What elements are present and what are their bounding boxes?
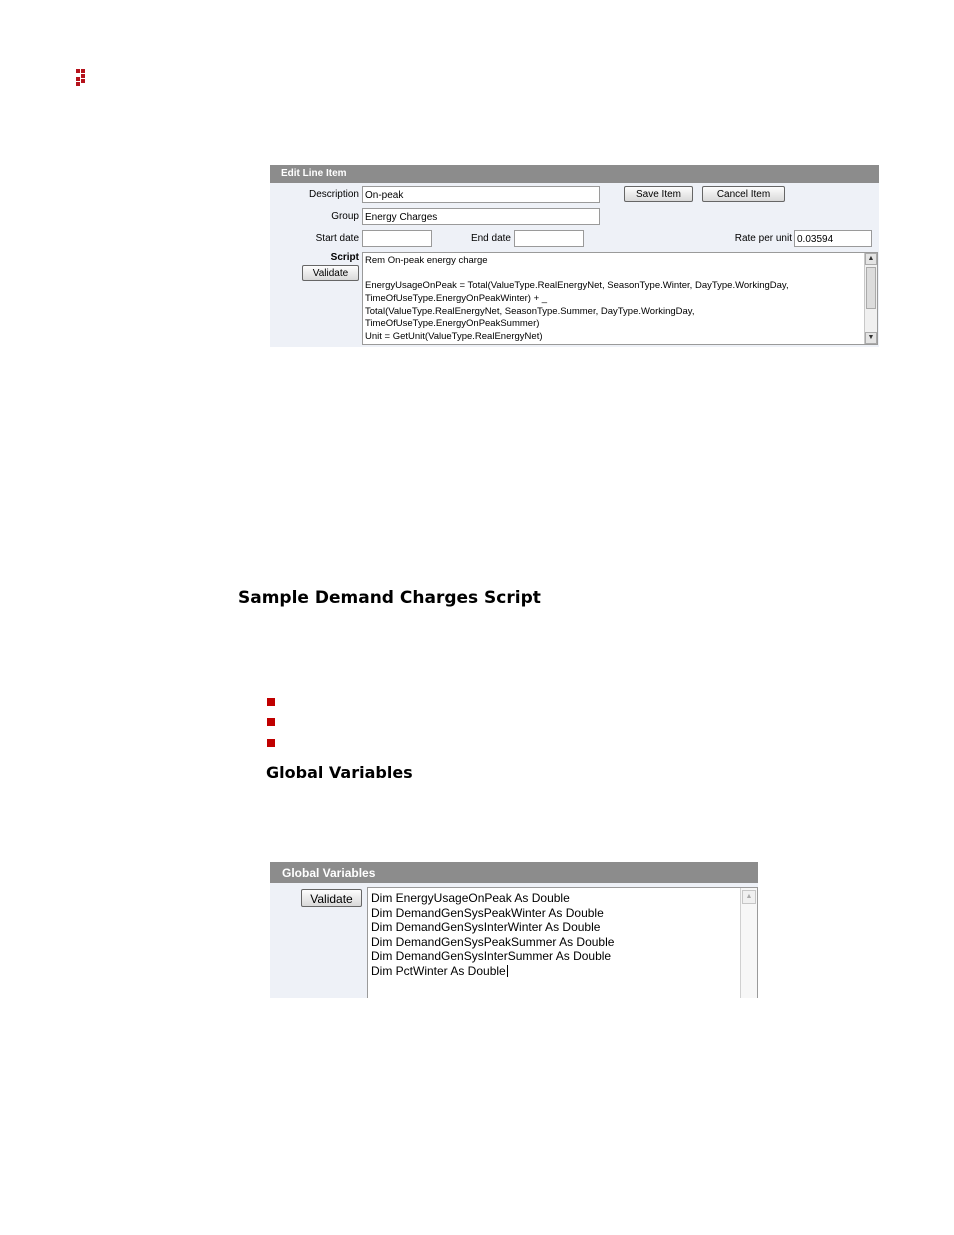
variable-line: Dim DemandGenSysInterSummer As Double	[371, 949, 612, 964]
variable-line: Dim PctWinter As Double	[371, 963, 506, 978]
script-scrollbar[interactable]	[864, 253, 877, 344]
brand-logo-icon	[76, 69, 90, 86]
end-date-label: End date	[470, 233, 511, 244]
scroll-thumb[interactable]	[866, 267, 876, 309]
global-variables-textarea[interactable]	[367, 887, 758, 998]
script-label: Script	[330, 252, 359, 263]
rate-per-unit-label: Rate per unit	[734, 233, 792, 244]
end-date-input[interactable]	[514, 230, 584, 247]
script-line	[365, 268, 861, 281]
variable-line: Dim EnergyUsageOnPeak As Double	[371, 891, 570, 905]
variable-line: Dim DemandGenSysPeakWinter As Double	[371, 905, 604, 920]
bullet-icon	[267, 739, 275, 747]
script-line: Total(ValueType.RealEnergyNet, SeasonType.Summer, DayType.WorkingDay,	[365, 305, 695, 317]
validate-script-button[interactable]: Validate	[302, 265, 359, 281]
panel-title: Edit Line Item	[281, 168, 347, 179]
bullet-icon	[267, 718, 275, 726]
script-line: Unit = GetUnit(ValueType.RealEnergyNet)	[365, 331, 543, 343]
script-text	[365, 255, 861, 344]
variable-line: Dim DemandGenSysPeakSummer As Double	[371, 934, 615, 949]
script-line: TimeOfUseType.EnergyOnPeakWinter) + _	[365, 293, 548, 305]
text-caret-icon	[507, 965, 508, 977]
bullet-icon	[267, 698, 275, 706]
scroll-up-icon[interactable]: ▲	[742, 890, 756, 904]
scroll-up-icon[interactable]: ▲	[865, 253, 877, 265]
script-line: EnergyUsageOnPeak = Total(ValueType.RealEnergyNet, SeasonType.Winter, DayType.WorkingDay,	[365, 280, 789, 292]
rate-per-unit-input[interactable]: 0.03594	[794, 230, 872, 247]
group-label: Group	[331, 211, 359, 222]
scroll-down-icon[interactable]: ▼	[865, 332, 877, 344]
global-variables-scrollbar[interactable]	[740, 888, 757, 998]
edit-line-item-panel	[270, 165, 879, 347]
sample-demand-charges-heading: Sample Demand Charges Script	[238, 588, 541, 608]
cancel-item-button[interactable]: Cancel Item	[702, 186, 785, 202]
global-variables-heading: Global Variables	[266, 763, 413, 782]
description-input[interactable]: On-peak	[362, 186, 600, 203]
variable-line: Dim DemandGenSysInterWinter As Double	[371, 920, 601, 935]
script-line: Rem On-peak energy charge	[365, 255, 488, 266]
save-item-button[interactable]: Save Item	[624, 186, 693, 202]
panel-title: Global Variables	[282, 866, 376, 880]
script-line: TimeOfUseType.EnergyOnPeakSummer)	[365, 318, 540, 330]
panel-header	[270, 165, 879, 183]
validate-globals-button[interactable]: Validate	[301, 889, 362, 907]
script-textarea[interactable]	[362, 252, 878, 345]
global-variables-text	[371, 891, 614, 979]
start-date-label: Start date	[315, 233, 359, 244]
panel-header	[270, 862, 758, 883]
group-input[interactable]: Energy Charges	[362, 208, 600, 225]
description-label: Description	[308, 189, 359, 200]
global-variables-panel	[270, 862, 758, 998]
start-date-input[interactable]	[362, 230, 432, 247]
variable-line-last	[371, 964, 614, 979]
